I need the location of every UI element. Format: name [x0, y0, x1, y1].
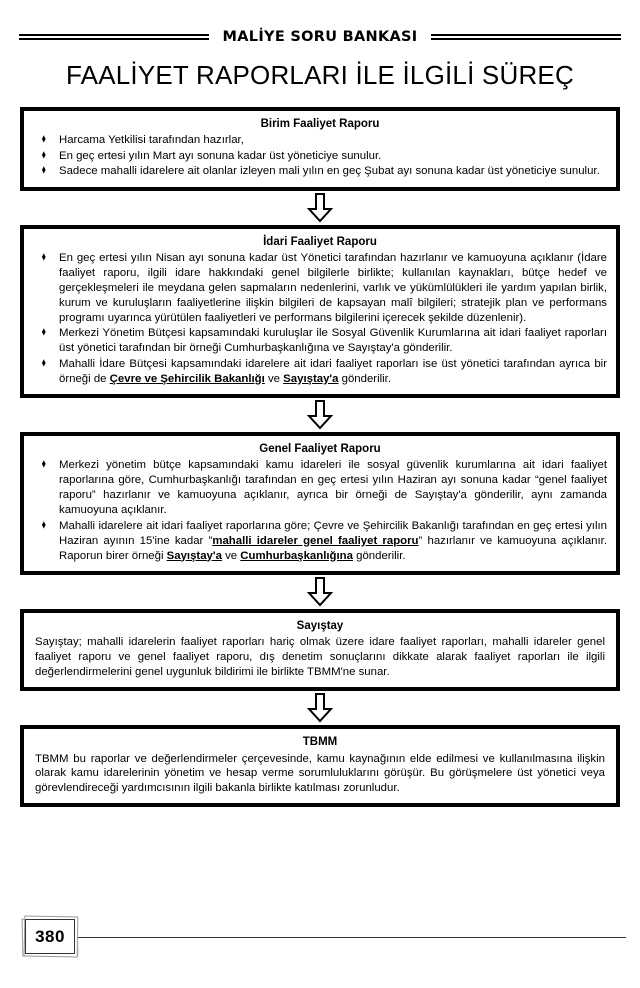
flow-connector	[20, 398, 620, 432]
flow-node-sayistay	[20, 609, 620, 691]
node-paragraph: Sayıştay; mahalli idarelerin faaliyet raporları hariç olmak üzere idare faaliyet raporları, mahalli idareler genel faaliyet raporu ve genel faaliyet raporu, dış denetim sonuçlarını dikkate alarak faaliyet raporları ile ilgili değerlendirmelerini genel uygunluk bildirimi ile birlikte TBMM'ne sunar.	[35, 636, 605, 679]
flow-node-genel-faaliyet-raporu	[20, 432, 620, 575]
node-title: Genel Faaliyet Raporu	[259, 443, 381, 455]
emphasis-text: Cumhurbaşkanlığına	[240, 549, 353, 562]
emphasis-text: Çevre ve Şehircilik Bakanlığı	[109, 372, 265, 385]
flow-connector	[20, 191, 620, 225]
list-item: ♦ En geç ertesi yılın Nisan ayı sonuna kadar üst Yönetici tarafından hazırlanır ve kamuoyuna açıklanır (İdare faaliyet raporu, ilgili idare hakkındaki genel bilgilerle birlikte; kullanılan kaynakları, bütçe hedef ve gerçekleşmeleri ile meydana gelen sapmaların nedenlerini, varlık ve yükümlülükleri ile yardım yapılan birlik, kurum ve kuruluşların faaliyetlerine ilişkin bilgileri de kapsayan malî bilgileri; stratejik plan ve performans programı uyarınca yürütülen faaliyetleri ve performans bilgilerini içerecek şekilde düzenlenir).	[33, 251, 607, 326]
header-rule-right	[431, 34, 621, 40]
node-title: İdari Faaliyet Raporu	[263, 235, 377, 248]
document-page	[0, 28, 640, 988]
badge-layer-front	[25, 919, 75, 954]
page-title: FAALİYET RAPORLARI İLE İLGİLİ SÜREÇ	[66, 60, 574, 90]
node-title: Sayıştay	[296, 619, 344, 632]
page-footer	[0, 914, 640, 960]
page-number: 380	[35, 926, 65, 946]
arrow-down-icon	[307, 577, 333, 607]
node-bullet-list	[33, 458, 607, 563]
list-item: ♦ Harcama Yetkilisi tarafından hazırlar,	[33, 133, 607, 148]
emphasis-text: Sayıştay'a	[166, 549, 222, 562]
emphasis-text: mahalli idareler genel faaliyet raporu	[212, 534, 419, 547]
flow-connector	[20, 691, 620, 725]
list-item: ♦ Merkezi Yönetim Bütçesi kapsamındaki kuruluşlar ile Sosyal Güvenlik Kurumlarına ait idari faaliyet raporları üst yönetici tarafından bir örneği Cumhurbaşkanlığına ve Sayıştay'a gönderilir.	[33, 326, 607, 356]
flow-node-tbmm	[20, 725, 620, 807]
running-header-title: MALİYE SORU BANKASI	[222, 29, 418, 45]
emphasis-text: Sayıştay'a	[283, 372, 339, 385]
list-item: ♦ Sadece mahalli idarelere ait olanlar izleyen mali yılın en geç Şubat ayı sonuna kadar üst yöneticiye sunulur.	[33, 164, 607, 179]
list-item: ♦ Mahalli İdare Bütçesi kapsamındaki idarelere ait idari faaliyet raporları ise üst yönetici tarafından ayrıca bir örneği de Çevre ve Şehircilik Bakanlığı ve Sayıştay'a gönderilir.	[33, 357, 607, 387]
header-rule-left	[19, 34, 209, 40]
node-paragraph: TBMM bu raporlar ve değerlendirmeler çerçevesinde, kamu kaynağının elde edilmesi ve kullanılmasına ilişkin olarak kamu idarelerinin yönetim ve hesap verme sorumluluklarını görüşür. Bu görüşmelere üst yönetici veya görevlendireceği yardımcısının ilgili bakanla birlikte katılması zorunludur.	[35, 752, 605, 795]
arrow-down-icon	[307, 693, 333, 723]
arrow-down-icon	[307, 400, 333, 430]
running-header	[0, 28, 640, 46]
process-flow	[20, 107, 620, 807]
list-item: ♦ Merkezi yönetim bütçe kapsamındaki kamu idareleri ile sosyal güvenlik kurumlarına ait idari faaliyet raporlarına göre, Cumhurbaşkanlığı tarafından en geç ertesi yılın Haziran ayı sonuna kadar “genel faaliyet raporu” hazırlanır ve kamuoyuna açıklanır, ayrıca bir örneği de Sayıştay'a gönderilir, aynı zamanda kamuoyuna açıklanır.	[33, 458, 607, 518]
node-title: TBMM	[302, 736, 338, 749]
flow-connector	[20, 575, 620, 609]
arrow-down-icon	[307, 193, 333, 223]
flow-node-idari-faaliyet-raporu	[20, 225, 620, 398]
node-bullet-list	[33, 133, 607, 179]
list-item: ♦ Mahalli idarelere ait idari faaliyet raporlarına göre; Çevre ve Şehircilik Bakanlığı tarafından en geç ertesi yılın Haziran ayının 15'ine kadar ”mahalli idareler genel faaliyet raporu” hazırlanır ve kamuoyuna açıklanır. Raporun birer örneği Sayıştay'a ve Cumhurbaşkanlığına gönderilir.	[33, 519, 607, 564]
footer-rule	[78, 937, 626, 938]
list-item: ♦ En geç ertesi yılın Mart ayı sonuna kadar üst yöneticiye sunulur.	[33, 149, 607, 164]
node-bullet-list	[33, 251, 607, 386]
page-number-badge	[22, 916, 80, 958]
flow-node-birim-faaliyet-raporu	[20, 107, 620, 191]
node-title: Birim Faaliyet Raporu	[260, 118, 380, 130]
